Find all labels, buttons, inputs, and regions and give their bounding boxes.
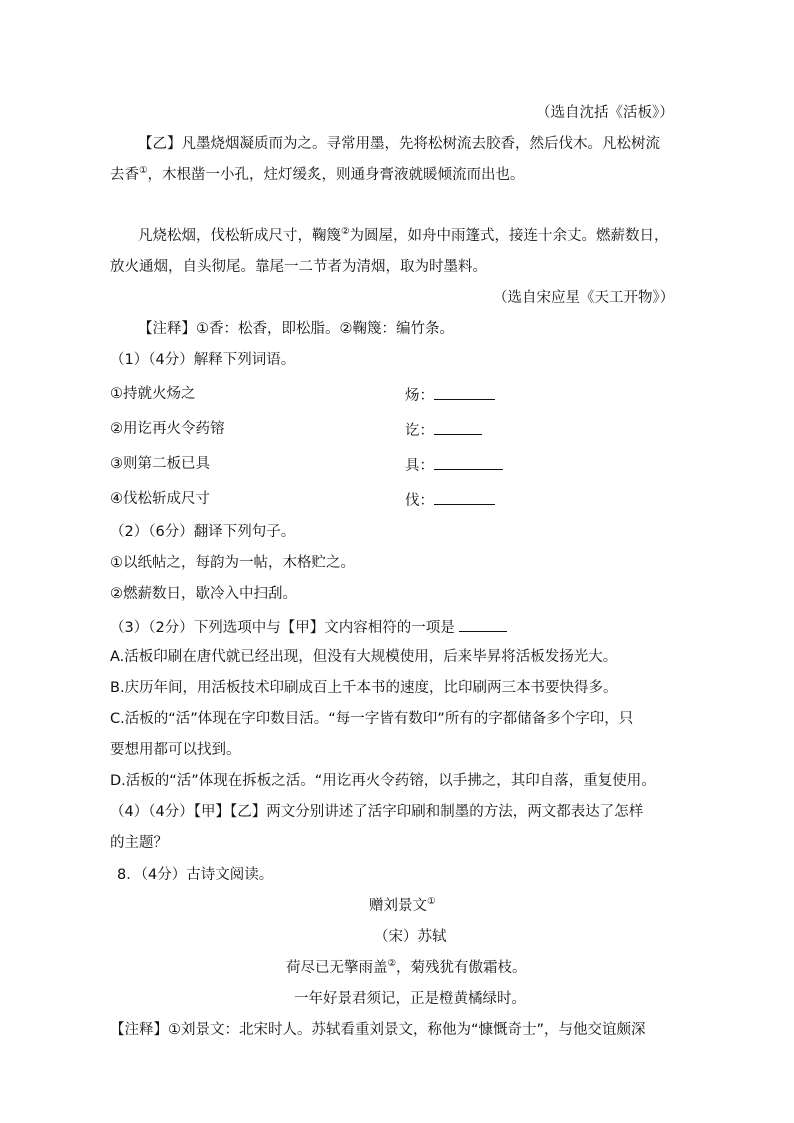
q3-answer-blank[interactable] <box>459 617 507 632</box>
poem-line-2: 一年好景君须记，正是橙黄橘绿时。 <box>294 991 526 1007</box>
source-tiangong: （选自宋应星《天工开物》） <box>493 290 675 306</box>
q1-stem: （1）（4分）解释下列词语。 <box>110 352 296 368</box>
poem-line-1 <box>286 959 527 979</box>
q2-sentence-2: ②燃薪数日，歇冷入中扫刮。 <box>110 586 297 602</box>
poem-line-1-b: ，菊残犹有傲霜枝。 <box>396 960 527 976</box>
q1-answer-blank-4[interactable] <box>434 490 495 505</box>
q3-option-a: A.活板印刷在唐代就已经出现，但没有大规模使用，后来毕昇将活板发扬光大。 <box>110 649 618 665</box>
note-mark-2: ② <box>341 226 350 237</box>
passage-b-line-3 <box>138 227 669 247</box>
q1-target-3 <box>405 455 503 475</box>
poem-title-text: 赠刘景文 <box>369 898 427 914</box>
q3-stem <box>110 617 507 637</box>
poem-title-note-mark: ① <box>427 896 436 907</box>
passage-b-line-2-b: ，木根凿一小孔，炷灯缓炙，则通身膏液就暖倾流而出也。 <box>147 167 525 183</box>
q1-answer-blank-2[interactable] <box>434 420 482 435</box>
q4-line-1: （4）（4分）【甲】【乙】两文分别讲述了活字印刷和制墨的方法，两文都表达了怎样 <box>110 804 644 820</box>
note-mark-1: ① <box>139 165 148 176</box>
q1-target-1 <box>405 385 495 405</box>
q1-target-4 <box>405 490 495 510</box>
q8-stem: 8．（4分）古诗文阅读。 <box>117 867 274 883</box>
q3-option-b: B.庆历年间，用活板技术印刷成百上千本书的速度，比印刷两三本书要快得多。 <box>110 680 618 696</box>
q1-item-3: ③则第二板已具 <box>110 456 210 472</box>
q1-target-1-label: 炀： <box>405 388 434 404</box>
q1-item-1: ①持就火炀之 <box>110 386 196 402</box>
q2-sentence-1: ①以纸帖之，每韵为一帖，木格贮之。 <box>110 555 355 571</box>
q1-answer-blank-1[interactable] <box>434 385 495 400</box>
passage-b-line-3-b: 为圆屋，如舟中雨篷式，接连十余丈。燃薪数日， <box>349 228 669 244</box>
q1-target-3-label: 具： <box>405 458 434 474</box>
passage-b-line-1: 【乙】凡墨烧烟凝质而为之。寻常用墨，先将松树流去胶香，然后伐木。凡松树流 <box>138 136 660 152</box>
source-huoban: （选自沈括《活板》） <box>536 105 674 121</box>
q1-answer-blank-3[interactable] <box>434 455 503 470</box>
poem-author: （宋）苏轼 <box>374 929 447 945</box>
passage-b-line-4: 放火通烟，自头彻尾。靠尾一二节者为清烟，取为时墨料。 <box>110 259 487 275</box>
passage-b-line-3-a: 凡烧松烟，伐松斩成尺寸，鞠篾 <box>138 228 341 244</box>
q1-target-2 <box>405 420 482 440</box>
passage-b-notes: 【注释】①香：松香，即松脂。②鞠篾：编竹条。 <box>138 321 454 337</box>
q1-target-2-label: 讫： <box>405 423 434 439</box>
q1-item-4: ④伐松斩成尺寸 <box>110 491 210 507</box>
poem-line-1-note-mark: ② <box>387 958 397 969</box>
q4-line-2: 的主题？ <box>110 835 168 851</box>
q3-option-c-line-2: 要想用都可以找到。 <box>110 742 241 758</box>
q1-target-4-label: 伐： <box>405 493 434 509</box>
q2-stem: （2）（6分）翻译下列句子。 <box>110 524 296 540</box>
q1-item-2: ②用讫再火令药镕 <box>110 421 225 437</box>
poem-title <box>369 897 436 917</box>
passage-b-line-2-a: 去香 <box>110 167 139 183</box>
passage-b-line-2 <box>110 166 525 186</box>
q3-stem-text: （3）（2分）下列选项中与【甲】文内容相符的一项是 <box>110 620 455 636</box>
q3-option-c-line-1: C.活板的“活”体现在字印数目活。“每一字皆有数印”所有的字都储备多个字印，只 <box>110 711 634 727</box>
poem-note: 【注释】①刘景文：北宋时人。苏轼看重刘景文，称他为“慷慨奇士”，与他交谊颇深 <box>110 1022 646 1038</box>
q3-option-d: D.活板的“活”体现在拆板之活。“用讫再火令药镕，以手拂之，其印自落，重复使用。 <box>110 773 656 789</box>
poem-line-1-a: 荷尽已无擎雨盖 <box>286 960 388 976</box>
